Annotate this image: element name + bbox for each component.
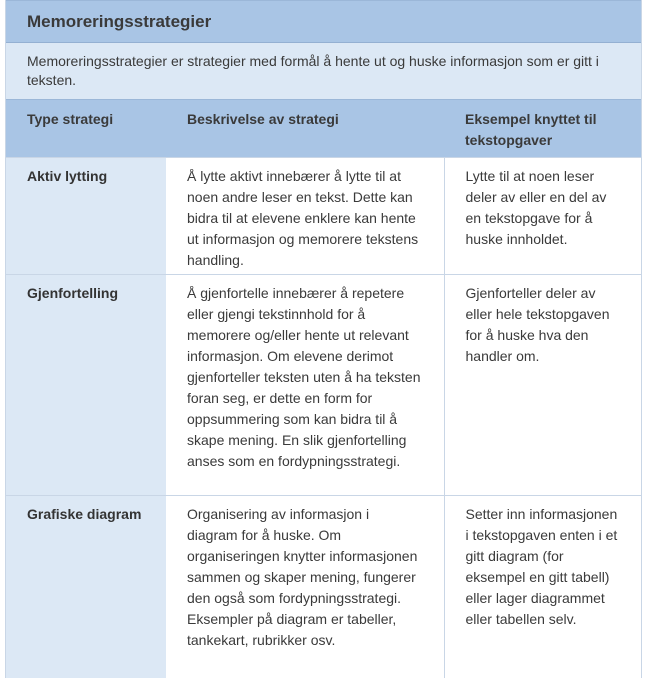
strategy-example: Lytte til at noen leser deler av eller en del av en tekstopgave for å huske innholdet.	[444, 158, 642, 275]
strategy-description: Organisering av informasjon i diagram for å huske. Om organiseringen knytter informasjonen sammen og skaper mening, fungerer den også som fordypningsstrategi. Eksempler på diagram er tabeller, tankekart, rubrikker osv.	[166, 496, 444, 678]
strategy-table	[6, 99, 642, 678]
intro-text: Memoreringsstrategier er strategier med formål å hente ut og huske informasjon som er gitt i teksten.	[6, 43, 641, 99]
page-title: Memoreringsstrategier	[27, 11, 212, 31]
table-row	[6, 275, 642, 496]
strategy-example: Setter inn informasjonen i tekstopgaven enten i et gitt diagram (for eksempel en gitt tabell) eller lager diagrammet eller tabellen selv.	[444, 496, 642, 678]
strategy-type: Grafiske diagram	[6, 496, 166, 678]
title-bar	[6, 0, 641, 43]
table-header-row	[6, 100, 642, 158]
strategy-panel	[5, 0, 642, 678]
strategy-type: Gjenfortelling	[6, 275, 166, 496]
strategy-example: Gjenforteller deler av eller hele tekstopgaven for å huske hva den handler om.	[444, 275, 642, 496]
strategy-description: Å gjenfortelle innebærer å repetere eller gjengi tekstinnhold for å memorere og/eller hente ut relevant informasjon. Om elevene derimot gjenforteller teksten uten å ha teksten foran seg, er dette en form for oppsummering som kan bidra til å skape mening. En slik gjenfortelling anses som en fordypningsstrategi.	[166, 275, 444, 496]
table-row	[6, 496, 642, 678]
header-description: Beskrivelse av strategi	[166, 100, 444, 158]
strategy-description: Å lytte aktivt innebærer å lytte til at noen andre leser en tekst. Dette kan bidra til at elevene enklere kan hente ut informasjon og memorere tekstens handling.	[166, 158, 444, 275]
header-type: Type strategi	[6, 100, 166, 158]
header-example: Eksempel knyttet til tekstopgaver	[444, 100, 642, 158]
table-row	[6, 158, 642, 275]
strategy-type: Aktiv lytting	[6, 158, 166, 275]
